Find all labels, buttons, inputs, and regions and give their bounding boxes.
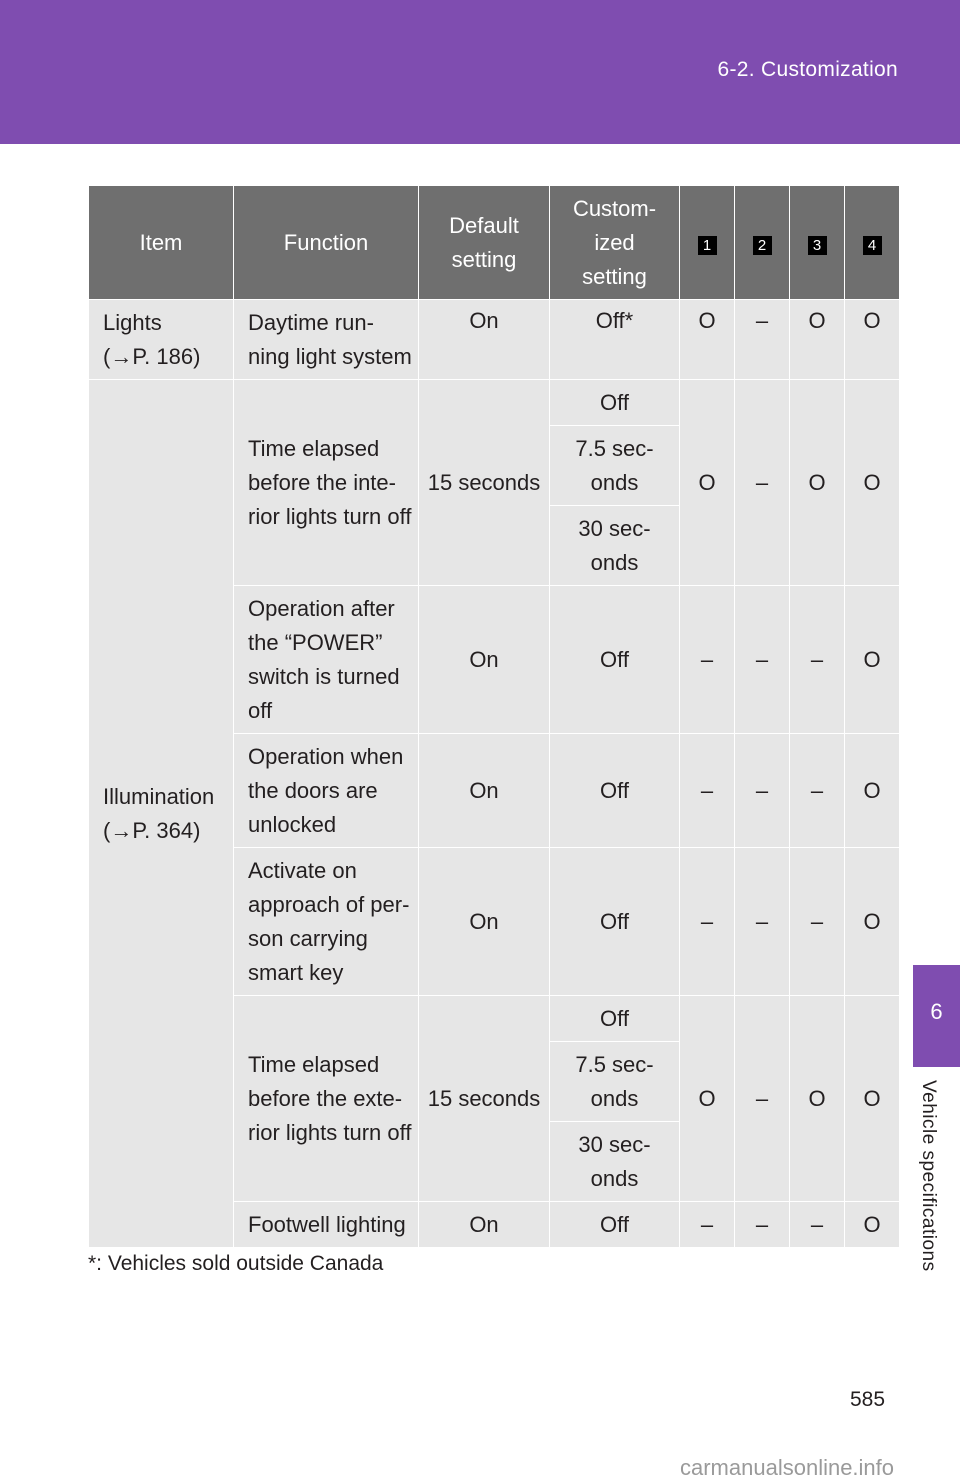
mark-col-1: O [680,300,735,380]
function-exterior-lights-timer: Time elapsed before the exte- rior lights turn off [234,996,419,1202]
function-interior-lights-timer: Time elapsed before the inte- rior lights turn off [234,380,419,586]
header-col-2 [735,186,790,300]
header-item: Item [89,186,234,300]
number-3-icon: 3 [808,236,827,255]
page-number: 585 [850,1388,886,1411]
header-default-setting: Default setting [419,186,550,300]
mark-col-2: – [735,300,790,380]
number-4-icon: 4 [863,236,882,255]
mark-col-4: O [845,1202,900,1248]
mark-col-3: – [790,1202,845,1248]
chapter-number: 6 [930,999,943,1024]
page-ref-link[interactable]: (→P. 186) [103,343,201,369]
customized-option: 7.5 sec- onds [550,1042,680,1122]
customized-option: 7.5 sec- onds [550,426,680,506]
table-row-interior-lights [89,380,900,426]
default-setting: On [419,300,550,380]
header-col-1 [680,186,735,300]
customized-option: 30 sec- onds [550,506,680,586]
default-setting: On [419,848,550,996]
customized-setting: Off [550,848,680,996]
customized-setting: Off [550,734,680,848]
mark-col-4: O [845,848,900,996]
function-daytime-running-light: Daytime run- ning light system [234,300,419,380]
mark-col-4: O [845,996,900,1202]
function-footwell-lighting: Footwell lighting [234,1202,419,1248]
section-title: 6-2. Customization [717,58,898,81]
mark-col-1: O [680,380,735,586]
customization-table [88,185,900,1248]
mark-col-1: O [680,996,735,1202]
customized-option: 30 sec- onds [550,1122,680,1202]
mark-col-3: O [790,996,845,1202]
mark-col-2: – [735,1202,790,1248]
customized-option: Off [550,380,680,426]
default-setting: On [419,734,550,848]
item-illumination: Illumination (→P. 364) [89,380,234,1248]
header-col-4 [845,186,900,300]
mark-col-3: – [790,848,845,996]
number-2-icon: 2 [753,236,772,255]
page-ref-link[interactable]: (→P. 364) [103,817,201,843]
mark-col-1: – [680,734,735,848]
footnote: *: Vehicles sold outside Canada [88,1252,384,1275]
function-after-power-off: Operation after the “POWER” switch is turned off [234,586,419,734]
mark-col-4: O [845,380,900,586]
header-customized-setting: Custom- ized setting [550,186,680,300]
mark-col-2: – [735,586,790,734]
default-setting: 15 seconds [419,380,550,586]
default-setting: On [419,1202,550,1248]
mark-col-4: O [845,586,900,734]
header-function: Function [234,186,419,300]
customized-setting: Off [550,1202,680,1248]
item-lights: Lights (→P. 186) [89,300,234,380]
mark-col-1: – [680,848,735,996]
mark-col-1: – [680,586,735,734]
default-setting: 15 seconds [419,996,550,1202]
mark-col-2: – [735,380,790,586]
mark-col-4: O [845,300,900,380]
table-row-lights [89,300,900,380]
header-col-3 [790,186,845,300]
chapter-side-label [917,1080,947,1290]
chapter-label: Vehicle specifications [918,1080,939,1272]
page-header [0,0,960,144]
function-doors-unlocked: Operation when the doors are unlocked [234,734,419,848]
mark-col-3: O [790,300,845,380]
function-approach-smart-key: Activate on approach of per- son carrying smart key [234,848,419,996]
mark-col-2: – [735,996,790,1202]
customized-option: Off [550,996,680,1042]
mark-col-3: – [790,586,845,734]
mark-col-2: – [735,848,790,996]
number-1-icon: 1 [698,236,717,255]
mark-col-4: O [845,734,900,848]
customized-setting: Off* [550,300,680,380]
mark-col-3: O [790,380,845,586]
chapter-tab[interactable] [913,965,960,1067]
watermark: carmanualsonline.info [680,1455,895,1480]
table-header-row [89,186,900,300]
default-setting: On [419,586,550,734]
mark-col-1: – [680,1202,735,1248]
mark-col-2: – [735,734,790,848]
customized-setting: Off [550,586,680,734]
mark-col-3: – [790,734,845,848]
